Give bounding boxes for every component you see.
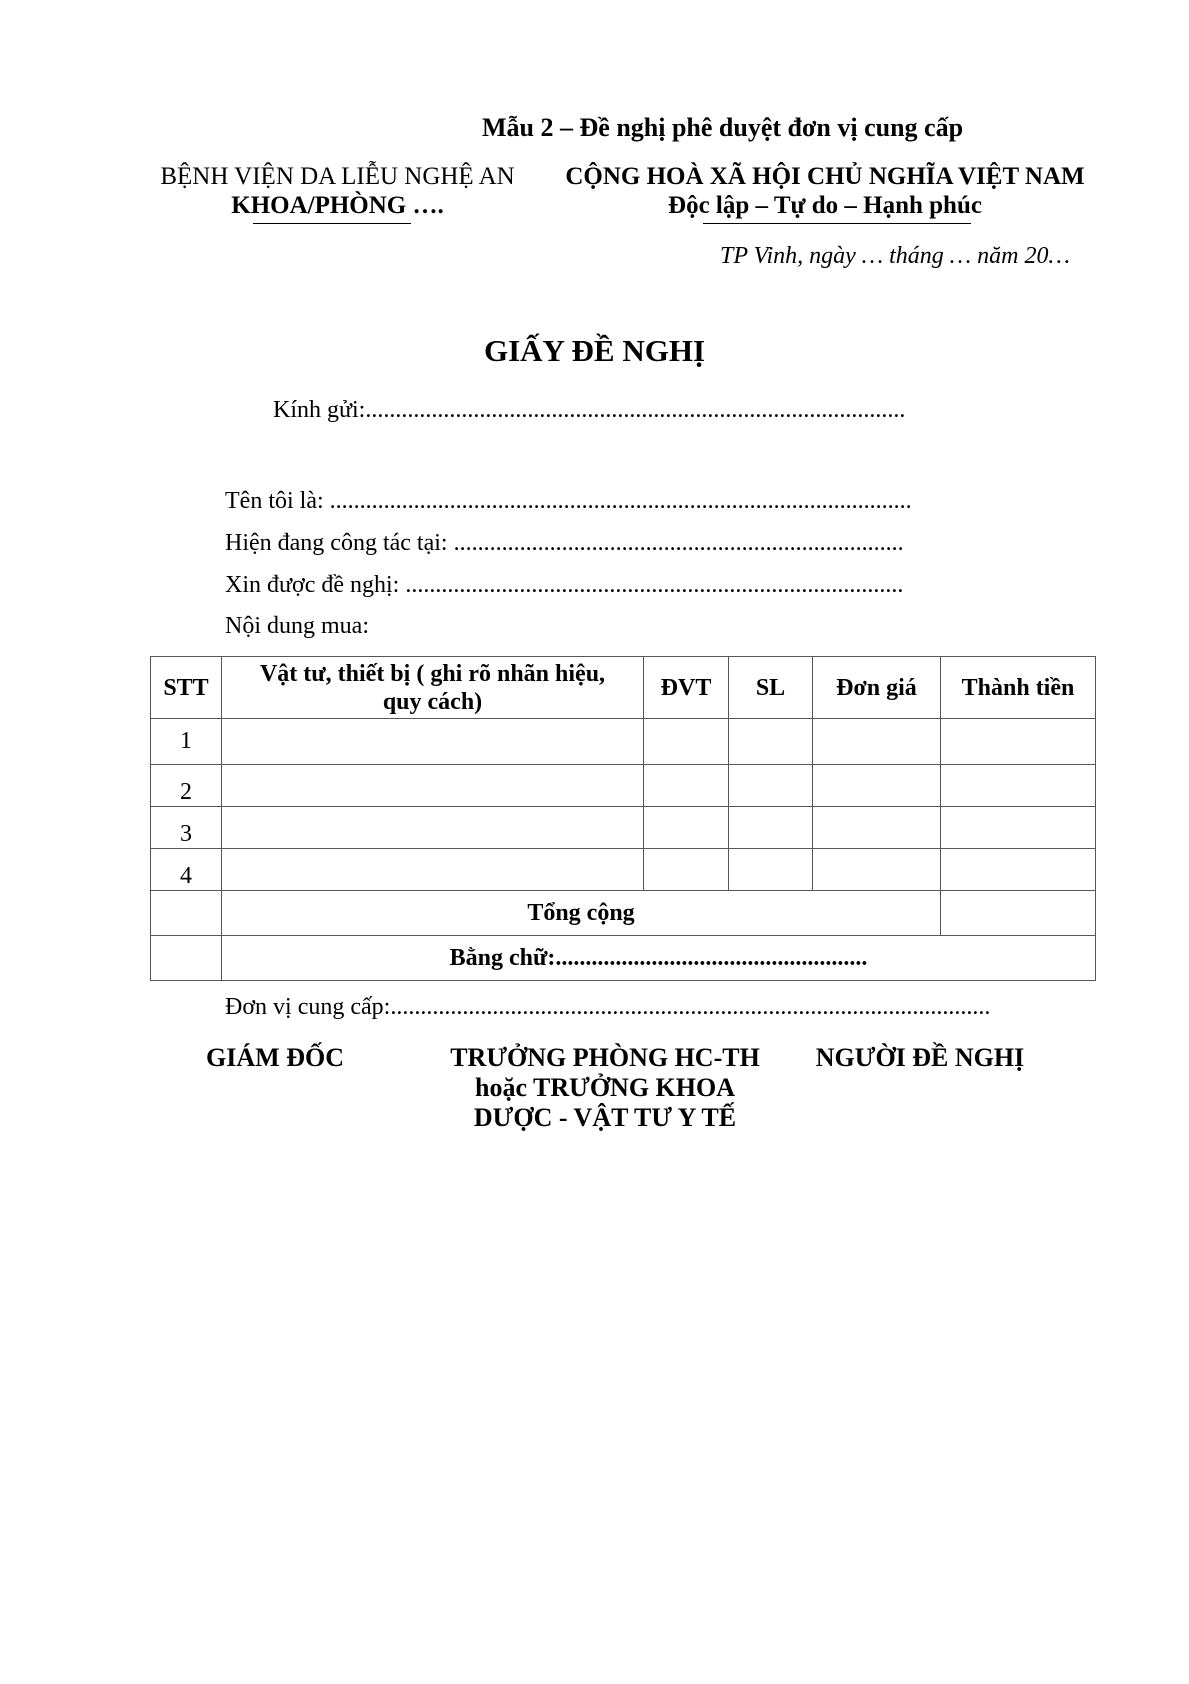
amount-in-words: Bằng chữ:.................................................... bbox=[222, 936, 1096, 981]
requester-title: NGƯỜI ĐỀ NGHỊ bbox=[815, 1043, 1025, 1072]
header-item bbox=[222, 657, 644, 719]
total-label: Tổng cộng bbox=[222, 891, 941, 936]
in-words-row bbox=[151, 936, 1096, 981]
department-underline bbox=[253, 223, 411, 224]
org-name: BỆNH VIỆN DA LIỄU NGHỆ AN bbox=[160, 163, 515, 190]
form-label: Mẫu 2 – Đề nghị phê duyệt đơn vị cung cấp bbox=[482, 113, 964, 142]
table-row bbox=[151, 719, 1096, 765]
quantity-cell bbox=[729, 849, 813, 891]
item-cell bbox=[222, 807, 644, 849]
signature-admin bbox=[420, 1043, 790, 1133]
purchase-content-label: Nội dung mua: bbox=[225, 613, 369, 639]
row-number: 2 bbox=[151, 765, 222, 807]
unit-price-cell bbox=[813, 719, 941, 765]
table-row bbox=[151, 807, 1096, 849]
recipient-line: Kính gửi:.......................................................................................... bbox=[273, 397, 906, 423]
row-number: 1 bbox=[151, 719, 222, 765]
quantity-cell bbox=[729, 765, 813, 807]
header-item-line2: quy cách) bbox=[382, 688, 483, 715]
grand-total-cell bbox=[941, 891, 1096, 936]
name-field: Tên tôi là: ................................................................................................. bbox=[225, 488, 912, 514]
place-date: TP Vinh, ngày … tháng … năm 20… bbox=[720, 243, 1070, 269]
total-row bbox=[151, 891, 1096, 936]
unit-price-cell bbox=[813, 849, 941, 891]
header-quantity: SL bbox=[729, 657, 813, 719]
director-title: GIÁM ĐỐC bbox=[206, 1043, 344, 1072]
header-item-line1: Vật tư, thiết bị ( ghi rõ nhãn hiệu, bbox=[259, 660, 606, 687]
motto: Độc lập – Tự do – Hạnh phúc bbox=[668, 192, 982, 219]
unit-cell bbox=[644, 765, 729, 807]
unit-price-cell bbox=[813, 807, 941, 849]
table-row bbox=[151, 849, 1096, 891]
table-row bbox=[151, 765, 1096, 807]
in-words-stt-cell bbox=[151, 936, 222, 981]
item-cell bbox=[222, 719, 644, 765]
header-unit-price: Đơn giá bbox=[813, 657, 941, 719]
request-field: Xin được đề nghị: ................................................................................... bbox=[225, 572, 904, 598]
country-name: CỘNG HOÀ XÃ HỘI CHỦ NGHĨA VIỆT NAM bbox=[565, 163, 1085, 190]
total-cell bbox=[941, 807, 1096, 849]
header-unit: ĐVT bbox=[644, 657, 729, 719]
department: KHOA/PHÒNG …. bbox=[231, 192, 444, 219]
total-row-stt-cell bbox=[151, 891, 222, 936]
header-total: Thành tiền bbox=[941, 657, 1096, 719]
supplier-field: Đơn vị cung cấp:.................................................................................................... bbox=[225, 994, 991, 1020]
page-title: GIẤY ĐỀ NGHỊ bbox=[483, 333, 706, 368]
quantity-cell bbox=[729, 719, 813, 765]
admin-title-line2: hoặc TRƯỞNG KHOA bbox=[474, 1073, 735, 1102]
item-cell bbox=[222, 765, 644, 807]
motto-underline bbox=[703, 223, 971, 224]
total-cell bbox=[941, 719, 1096, 765]
unit-cell bbox=[644, 807, 729, 849]
quantity-cell bbox=[729, 807, 813, 849]
unit-cell bbox=[644, 719, 729, 765]
items-table bbox=[150, 656, 1096, 981]
signature-director bbox=[180, 1043, 370, 1073]
row-number: 4 bbox=[151, 849, 222, 891]
unit-cell bbox=[644, 849, 729, 891]
workplace-field: Hiện đang công tác tại: ........................................................................... bbox=[225, 530, 904, 556]
header-stt: STT bbox=[151, 657, 222, 719]
row-number: 3 bbox=[151, 807, 222, 849]
signature-requester bbox=[800, 1043, 1040, 1073]
table-header-row bbox=[151, 657, 1096, 719]
admin-title-line1: TRƯỞNG PHÒNG HC-TH bbox=[450, 1043, 760, 1072]
total-cell bbox=[941, 765, 1096, 807]
unit-price-cell bbox=[813, 765, 941, 807]
item-cell bbox=[222, 849, 644, 891]
admin-title-line3: DƯỢC - VẬT TƯ Y TẾ bbox=[473, 1103, 737, 1132]
total-cell bbox=[941, 849, 1096, 891]
